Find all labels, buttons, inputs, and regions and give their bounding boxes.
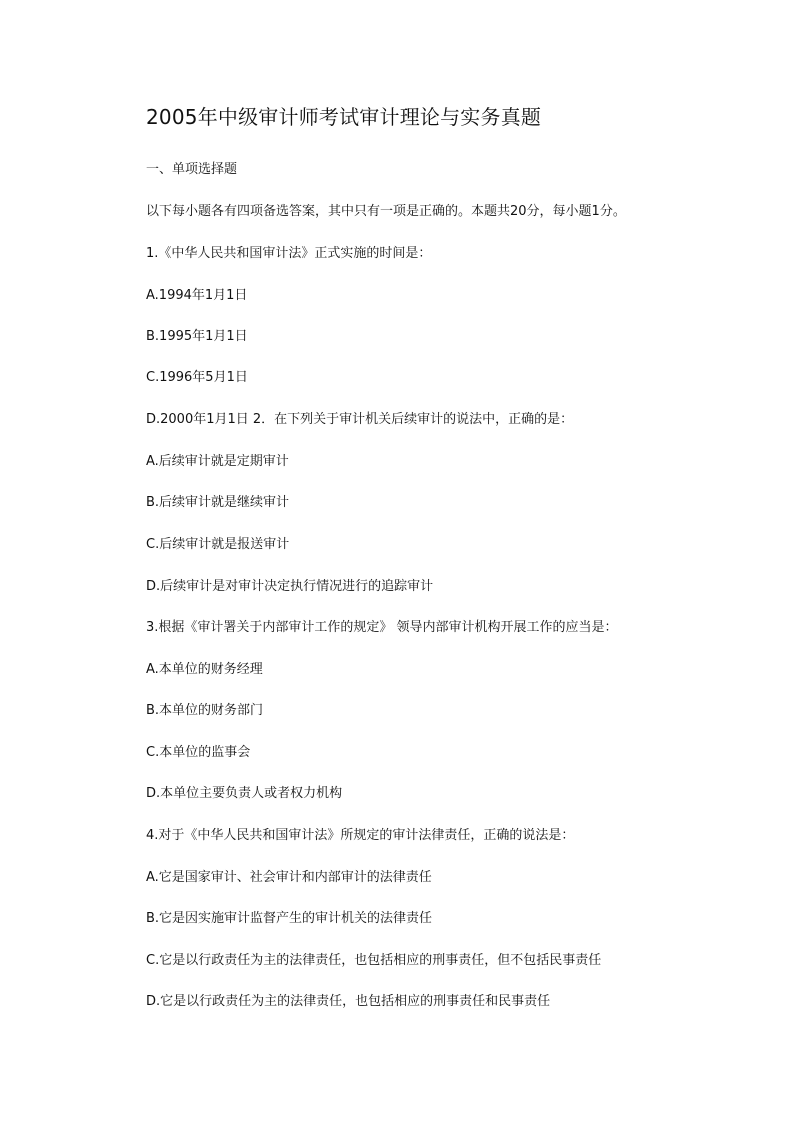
question-2-option-b: B.后续审计就是继续审计	[146, 495, 290, 510]
question-1-option-b: B.1995年1月1日	[146, 329, 248, 344]
question-2-option-c: C.后续审计就是报送审计	[146, 537, 290, 552]
question-3-stem: 3.根据《审计署关于内部审计工作的规定》 领导内部审计机构开展工作的应当是：	[146, 620, 618, 635]
question-1-option-a: A.1994年1月1日	[146, 288, 248, 303]
question-1-option-d-question-2-stem: D.2000年1月1日 2．在下列关于审计机关后续审计的说法中，正确的是：	[146, 412, 574, 427]
question-3-option-b: B.本单位的财务部门	[146, 703, 264, 718]
question-1-option-c: C.1996年5月1日	[146, 370, 248, 385]
question-4-option-a: A.它是国家审计、社会审计和内部审计的法律责任	[146, 870, 432, 885]
question-4-option-b: B.它是因实施审计监督产生的审计机关的法律责任	[146, 911, 433, 926]
page-title: 2005年中级审计师考试审计理论与实务真题	[146, 105, 542, 129]
instructions-text: 以下每小题各有四项备选答案，其中只有一项是正确的。本题共20分，每小题1分。	[146, 204, 626, 219]
question-3-option-d: D.本单位主要负责人或者权力机构	[146, 786, 343, 801]
question-2-option-a: A.后续审计就是定期审计	[146, 454, 289, 469]
question-1-stem: 1.《中华人民共和国审计法》正式实施的时间是：	[146, 246, 432, 261]
question-4-stem: 4.对于《中华人民共和国审计法》所规定的审计法律责任，正确的说法是：	[146, 828, 575, 843]
question-4-option-d: D.它是以行政责任为主的法律责任，也包括相应的刑事责任和民事责任	[146, 994, 551, 1009]
question-2-option-d: D.后续审计是对审计决定执行情况进行的追踪审计	[146, 579, 434, 594]
question-3-option-c: C.本单位的监事会	[146, 745, 251, 760]
question-3-option-a: A.本单位的财务经理	[146, 662, 263, 677]
question-4-option-c: C.它是以行政责任为主的法律责任，也包括相应的刑事责任，但不包括民事责任	[146, 953, 602, 968]
section-heading: 一、单项选择题	[146, 162, 238, 177]
